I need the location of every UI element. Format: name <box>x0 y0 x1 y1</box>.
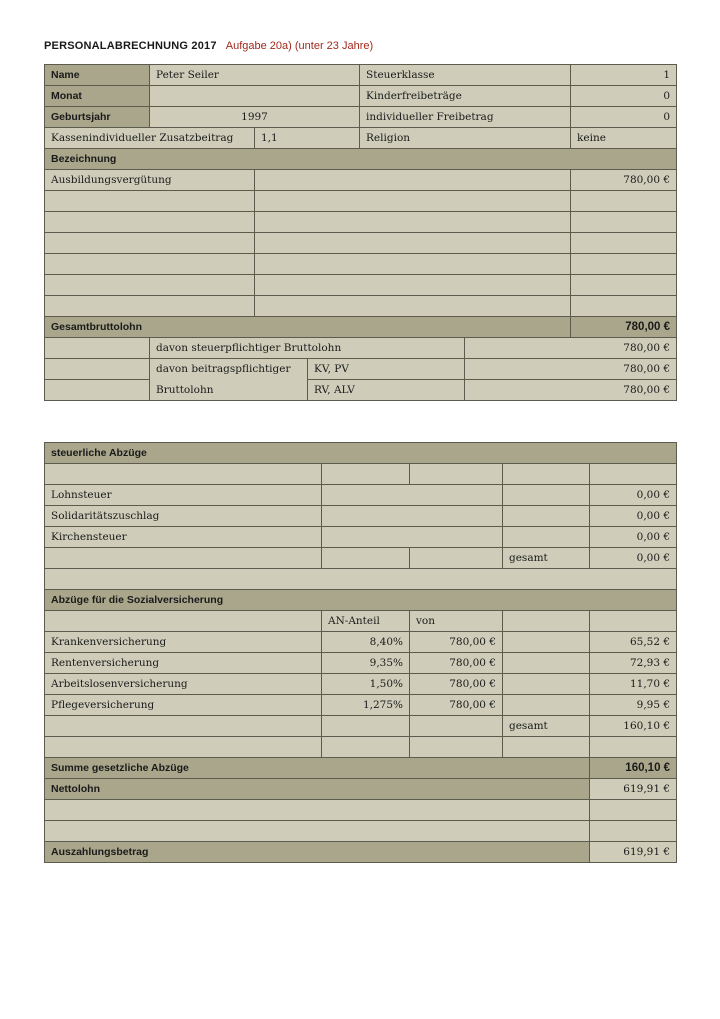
empty-cell <box>322 506 503 527</box>
empty-cell <box>503 737 590 758</box>
payroll-header-table <box>44 64 677 401</box>
empty-cell <box>571 233 677 254</box>
tax-value: 0,00 € <box>590 485 677 506</box>
empty-cell <box>322 464 410 485</box>
empty-cell <box>45 296 255 317</box>
steuerklasse-label: Steuerklasse <box>360 65 571 86</box>
empty-cell <box>503 653 590 674</box>
steuer-header: steuerliche Abzüge <box>45 443 677 464</box>
empty-cell <box>45 380 150 401</box>
monat-value <box>150 86 360 107</box>
religion-label: Religion <box>360 128 571 149</box>
empty-cell <box>571 254 677 275</box>
geburtsjahr-value: 1997 <box>150 107 360 128</box>
netto-value: 619,91 € <box>590 779 677 800</box>
insurance-von: 780,00 € <box>410 674 503 695</box>
insurance-anteil: 8,40% <box>322 632 410 653</box>
table-row <box>45 653 677 674</box>
empty-cell <box>571 275 677 296</box>
sozial-header: Abzüge für die Sozialversicherung <box>45 590 677 611</box>
auszahlung-value: 619,91 € <box>590 842 677 863</box>
insurance-anteil: 1,50% <box>322 674 410 695</box>
empty-cell <box>503 611 590 632</box>
empty-cell <box>255 212 571 233</box>
empty-cell <box>45 800 590 821</box>
insurance-label: Rentenversicherung <box>45 653 322 674</box>
insurance-value: 65,52 € <box>590 632 677 653</box>
item-label: Ausbildungsvergütung <box>45 170 255 191</box>
steuer-gesamt-label: gesamt <box>503 548 590 569</box>
empty-cell <box>255 191 571 212</box>
name-value: Peter Seiler <box>150 65 360 86</box>
kinderfreibetraege-label: Kinderfreibeträge <box>360 86 571 107</box>
empty-cell <box>410 737 503 758</box>
freibetrag-value: 0 <box>571 107 677 128</box>
insurance-value: 9,95 € <box>590 695 677 716</box>
empty-cell <box>571 296 677 317</box>
empty-cell <box>45 233 255 254</box>
empty-cell <box>503 695 590 716</box>
empty-cell <box>322 485 503 506</box>
empty-cell <box>322 737 410 758</box>
empty-cell <box>45 611 322 632</box>
insurance-von: 780,00 € <box>410 632 503 653</box>
steuer-gesamt-value: 0,00 € <box>590 548 677 569</box>
empty-cell <box>322 548 410 569</box>
steuerklasse-value: 1 <box>571 65 677 86</box>
table-row <box>45 506 677 527</box>
empty-cell <box>590 800 677 821</box>
empty-cell <box>45 338 150 359</box>
tax-label: Solidaritätszuschlag <box>45 506 322 527</box>
empty-cell <box>45 569 677 590</box>
empty-cell <box>590 464 677 485</box>
empty-cell <box>503 632 590 653</box>
empty-cell <box>571 191 677 212</box>
summe-value: 160,10 € <box>590 758 677 779</box>
sozial-gesamt-label: gesamt <box>503 716 590 737</box>
kvpv-label: KV, PV <box>308 359 465 380</box>
empty-cell <box>503 506 590 527</box>
empty-cell <box>45 737 322 758</box>
kvpv-value: 780,00 € <box>465 359 677 380</box>
empty-cell <box>45 464 322 485</box>
item-value: 780,00 € <box>571 170 677 191</box>
empty-cell <box>410 716 503 737</box>
insurance-value: 72,93 € <box>590 653 677 674</box>
steuerpflichtig-value: 780,00 € <box>465 338 677 359</box>
name-label: Name <box>45 65 150 86</box>
empty-cell <box>410 464 503 485</box>
empty-cell <box>255 233 571 254</box>
beitragspflichtig-label-2: Bruttolohn <box>150 380 308 401</box>
empty-cell <box>590 821 677 842</box>
page-title: PERSONALABRECHNUNG 2017 <box>44 40 217 52</box>
table-row <box>45 485 677 506</box>
empty-cell <box>571 212 677 233</box>
steuerpflichtig-label: davon steuerpflichtiger Bruttolohn <box>150 338 465 359</box>
table-row <box>45 674 677 695</box>
religion-value: keine <box>571 128 677 149</box>
tax-value: 0,00 € <box>590 506 677 527</box>
page-heading <box>44 40 373 52</box>
empty-cell <box>45 821 590 842</box>
empty-cell <box>322 716 410 737</box>
bezeichnung-header: Bezeichnung <box>45 149 677 170</box>
insurance-label: Pflegeversicherung <box>45 695 322 716</box>
empty-cell <box>503 527 590 548</box>
empty-cell <box>255 275 571 296</box>
tax-value: 0,00 € <box>590 527 677 548</box>
gesamtbrutto-label: Gesamtbruttolohn <box>45 317 571 338</box>
empty-cell <box>590 611 677 632</box>
summe-label: Summe gesetzliche Abzüge <box>45 758 590 779</box>
empty-cell <box>410 548 503 569</box>
empty-cell <box>45 275 255 296</box>
empty-cell <box>45 191 255 212</box>
empty-cell <box>255 296 571 317</box>
insurance-label: Arbeitslosenversicherung <box>45 674 322 695</box>
insurance-von: 780,00 € <box>410 695 503 716</box>
sozial-gesamt-value: 160,10 € <box>590 716 677 737</box>
geburtsjahr-label: Geburtsjahr <box>45 107 150 128</box>
insurance-von: 780,00 € <box>410 653 503 674</box>
col-anteil-header: AN-Anteil <box>322 611 410 632</box>
deductions-table <box>44 442 677 863</box>
tax-label: Lohnsteuer <box>45 485 322 506</box>
zusatzbeitrag-value: 1,1 <box>255 128 360 149</box>
zusatzbeitrag-label: Kassenindividueller Zusatzbeitrag <box>45 128 255 149</box>
tax-label: Kirchensteuer <box>45 527 322 548</box>
rvalv-value: 780,00 € <box>465 380 677 401</box>
item-desc <box>255 170 571 191</box>
empty-cell <box>322 527 503 548</box>
insurance-anteil: 1,275% <box>322 695 410 716</box>
table-row <box>45 527 677 548</box>
rvalv-label: RV, ALV <box>308 380 465 401</box>
empty-cell <box>503 485 590 506</box>
page-subtitle: Aufgabe 20a) (unter 23 Jahre) <box>225 40 374 52</box>
insurance-anteil: 9,35% <box>322 653 410 674</box>
beitragspflichtig-label: davon beitragspflichtiger <box>150 359 308 380</box>
empty-cell <box>45 548 322 569</box>
monat-label: Monat <box>45 86 150 107</box>
insurance-value: 11,70 € <box>590 674 677 695</box>
kinderfreibetraege-value: 0 <box>571 86 677 107</box>
empty-cell <box>590 737 677 758</box>
table-row <box>45 695 677 716</box>
gesamtbrutto-value: 780,00 € <box>571 317 677 338</box>
freibetrag-label: individueller Freibetrag <box>360 107 571 128</box>
table-row <box>45 632 677 653</box>
empty-cell <box>255 254 571 275</box>
empty-cell <box>45 212 255 233</box>
col-von-header: von <box>410 611 503 632</box>
insurance-label: Krankenversicherung <box>45 632 322 653</box>
empty-cell <box>45 359 150 380</box>
empty-cell <box>45 716 322 737</box>
empty-cell <box>503 464 590 485</box>
empty-cell <box>503 674 590 695</box>
auszahlung-label: Auszahlungsbetrag <box>45 842 590 863</box>
netto-label: Nettolohn <box>45 779 590 800</box>
empty-cell <box>45 254 255 275</box>
